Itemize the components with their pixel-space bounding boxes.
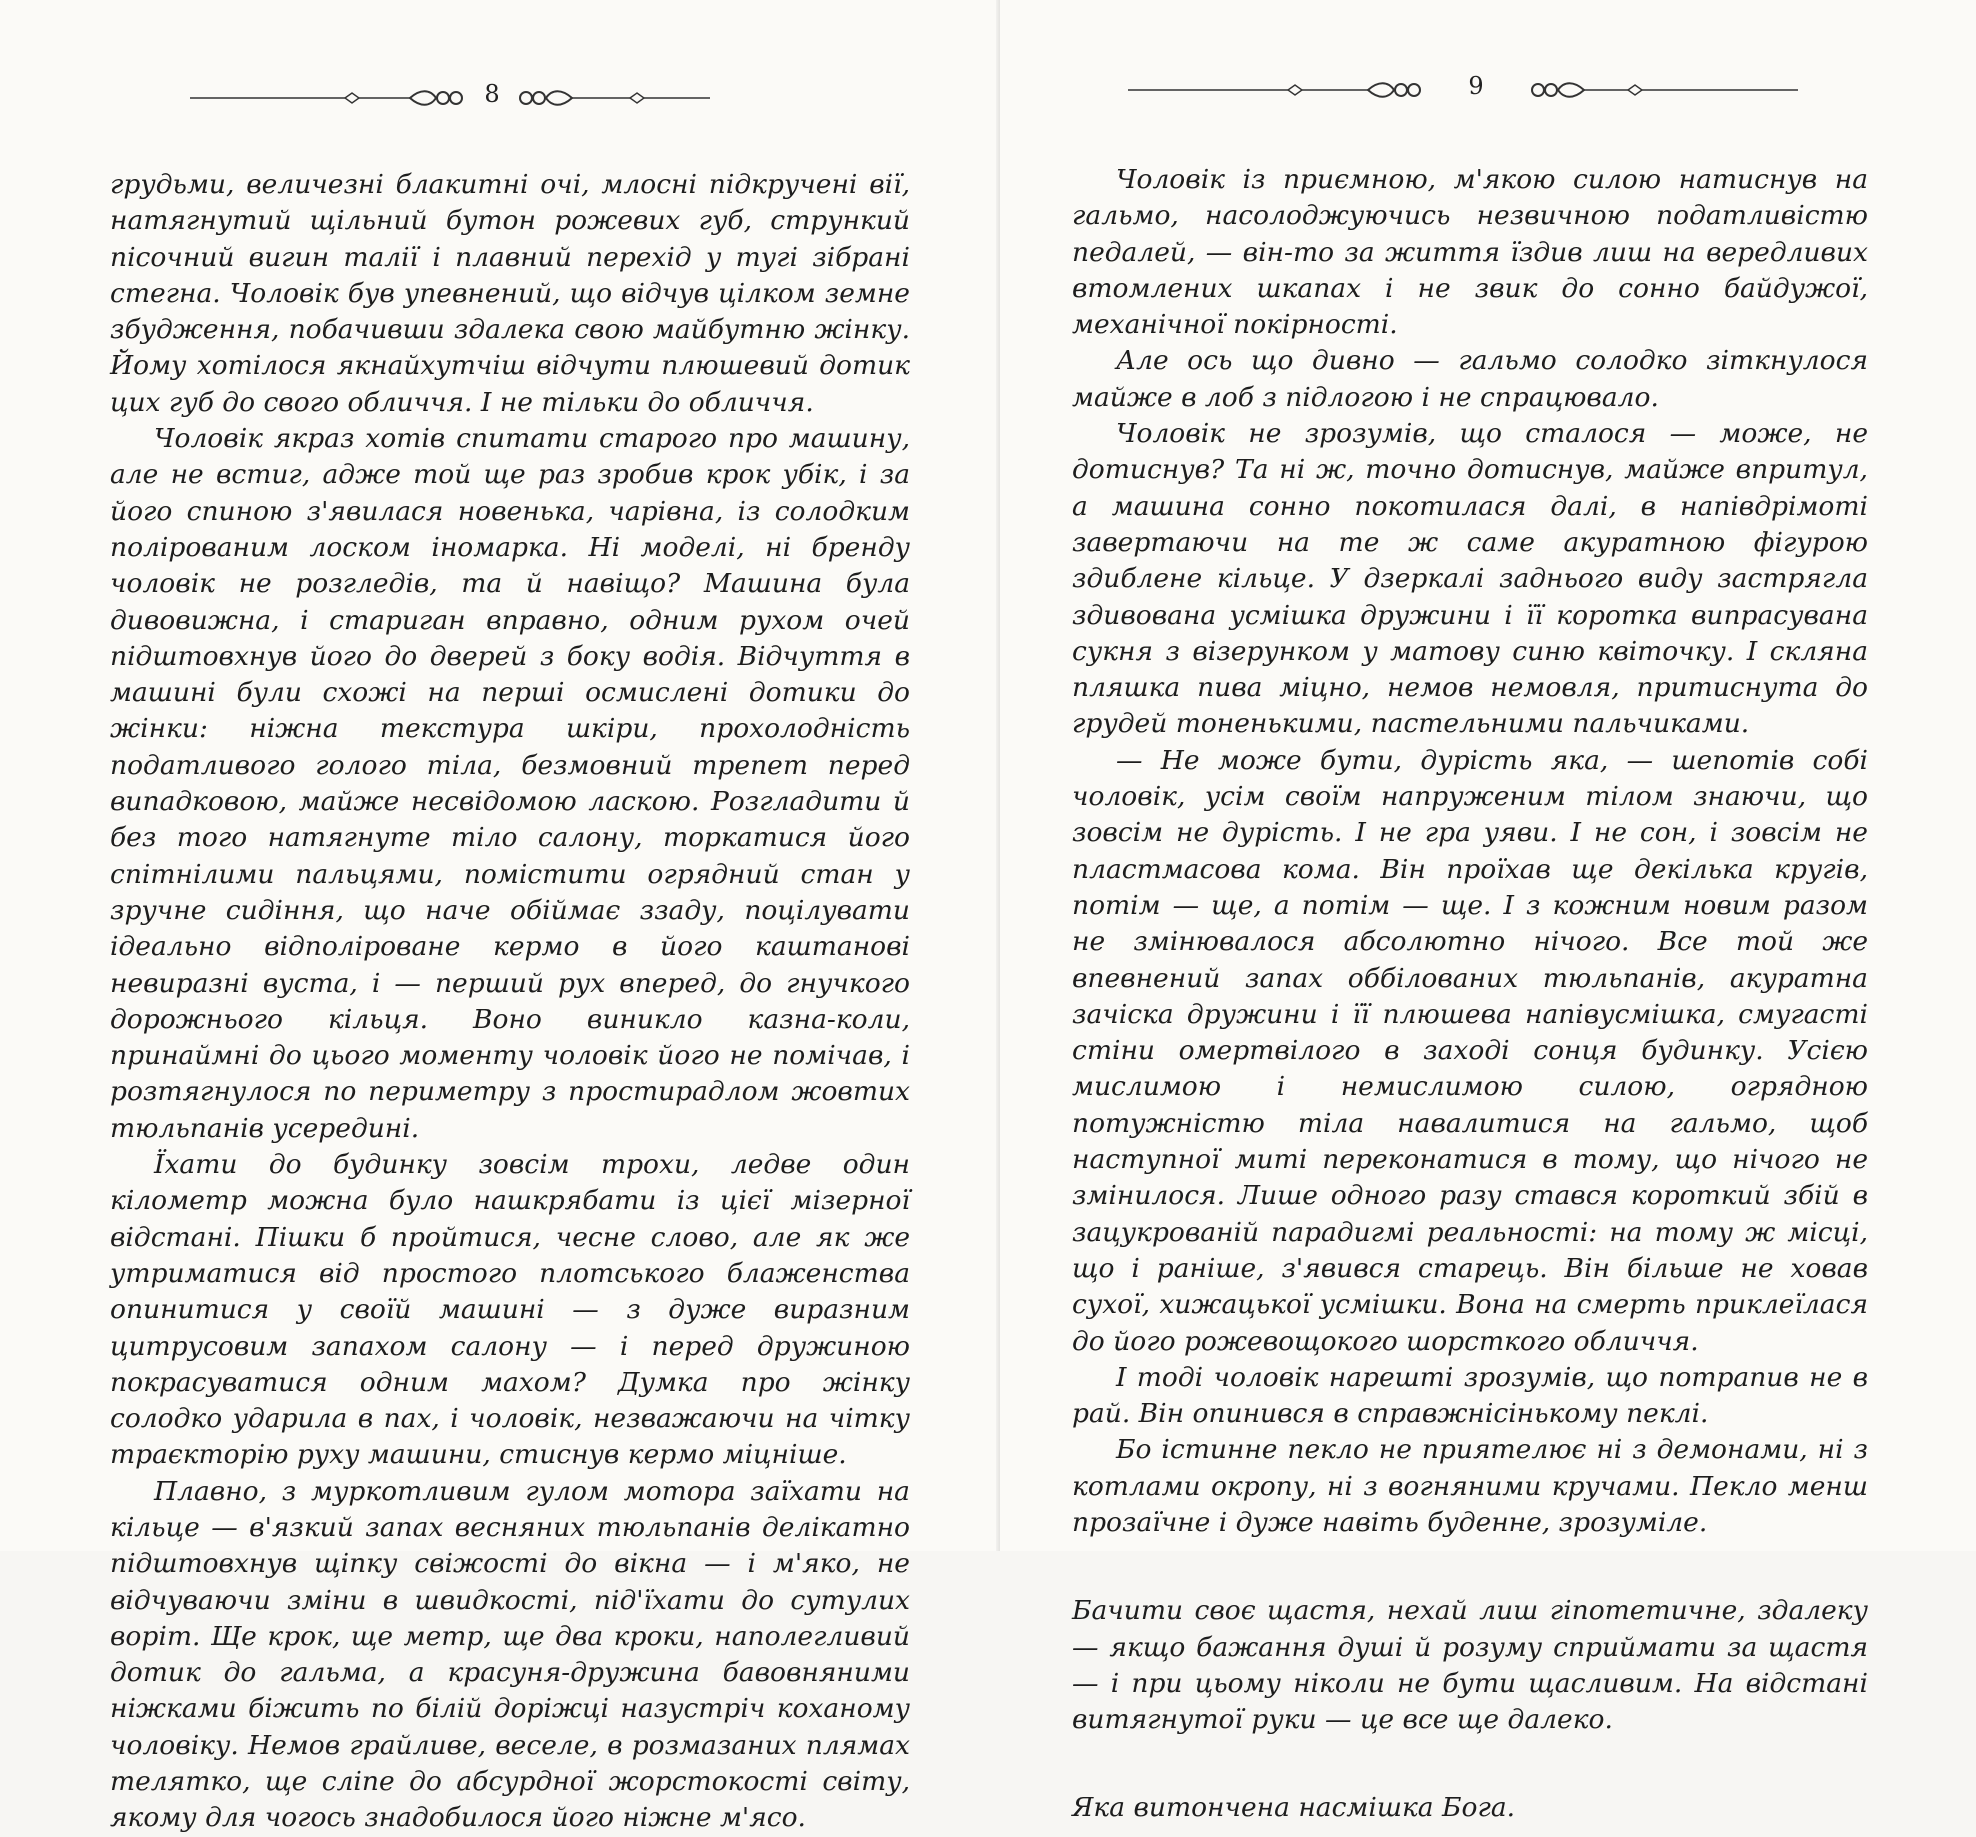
page-body-text bbox=[110, 167, 910, 1837]
paragraph: Плавно, з муркотливим гулом мотора заїхати на кільце — в'язкий запах весняних тюльпанів делікатно підштовхнув щіпку свіжості до вікна — і м'яко, не відчуваючи зміни в швидкості, під'їхати до сутулих воріт. Ще крок, ще метр, ще два кроки, наполегливий дотик до гальма, а красуня-дружина бавовняними ніжками біжить по білій доріжці назустріч коханому чоловіку. Немов грайливе, веселе, в розмазаних плямах телятко, ще сліпе до абсурдної жорстокості світу, якому для чогось знадобилося його ніжне м'ясо. bbox=[110, 1475, 910, 1834]
paragraph: І тоді чоловік нарешті зрозумів, що потрапив не в рай. Він опинився в справжнісінькому пеклі. bbox=[1072, 1361, 1868, 1430]
paragraph: Чоловік якраз хотів спитати старого про машину, але не встиг, адже той ще раз зробив крок убік, і за його спиною з'явилася новенька, чарівна, із солодким полірованим лоском іномарка. Ні моделі, ні бренду чоловік не розгледів, та й навіщо? Машина була дивовижна, і стариган вправно, одним рухом очей підштовхнув його до дверей з боку водія. Відчуття в машині були схожі на перші осмислені дотики до жінки: ніжна текстура шкіри, прохолодність податливого голого тіла, безмовний трепет перед випадковою, майже несвідомою ласкою. Розгладити й без того натягнуте тіло салону, торкатися його спітнілими пальцями, помістити огрядний стан у зручне сидіння, що наче обіймає ззаду, поцілувати ідеально відполіроване кермо в його каштанові невиразні вуста, і — перший рух вперед, до гнучкого дорожнього кільця. Воно виникло казна-коли, принаймні до цього моменту чоловік його не помічав, і розтягнулося по периметру з простирадлом жовтих тюльпанів усередині. bbox=[110, 423, 910, 1144]
paragraph: Чоловік із приємною, м'якою силою натиснув на гальмо, насолоджуючись незвичною податливістю педалей, — він-то за життя їздив лиш на вередливих втомлених шкапах і не звик до сонно байдужої, механічної покірності. bbox=[1072, 164, 1868, 341]
page-header-ornament bbox=[1128, 70, 1808, 120]
paragraph: — Не може бути, дурість яка, — шепотів собі чоловік, усім своїм напруженим тілом знаючи, що зовсім не дурість. І не гра уяви. І не сон, і зовсім не пластмасова кома. Він проїхав ще декілька кругів, потім — ще, а потім — ще. І з кожним новим разом не змінювалося абсолютно нічого. Все той же впевнений запах оббілованих тюльпанів, акуратна зачіска дружини і її плюшева напівусмішка, смугасті стіни омертвілого в заході сонця будинку. Усією мислимою і немислимою силою, огрядною потужністю тіла навалитися на гальмо, щоб наступної миті переконатися в тому, що нічого не змінилося. Лише одного разу стався короткий збій в зацукрованій парадигмі реальності: на тому ж місці, що і раніше, з'явився старець. Він більше не ховав сухої, хижацької усмішки. Вона на смерть приклеїлася до його рожевощокого шорсткого обличчя. bbox=[1072, 744, 1868, 1357]
closing-line: Яка витончена насмішка Бога. bbox=[1072, 1792, 1516, 1824]
paragraph: Бо істинне пекло не приятелює ні з демонами, ні з котлами окропу, ні з вогняними кручами. Пекло менш прозаїчне і дуже навіть буденне, зрозуміле. bbox=[1072, 1434, 1868, 1538]
page-body-text bbox=[1072, 162, 1868, 1827]
right-page bbox=[1000, 0, 1976, 1824]
page-number: 9 bbox=[1468, 72, 1484, 100]
section-gap bbox=[1072, 1738, 1868, 1790]
paragraph: грудьми, величезні блакитні очі, млосні підкручені вії, натягнутий щільний бутон рожевих губ, стрункий пісочний вигин талії і плавний перехід у тугі зібрані стегна. Чоловік був упевнений, що відчув цілком земне збудження, побачивши здалека свою майбутню жінку. Йому хотілося якнайхутчіш відчути плюшевий дотик цих губ до свого обличчя. І не тільки до обличчя. bbox=[110, 169, 910, 418]
ornament-divider-icon bbox=[180, 70, 740, 120]
epilogue-paragraph: Бачити своє щастя, нехай лиш гіпотетичне, здалеку — якщо бажання душі й розуму сприймати за щастя — і при цьому ніколи не бути щасливим. На відстані витягнутої руки — це все ще далеко. bbox=[1072, 1595, 1868, 1736]
paragraph: Чоловік не зрозумів, що сталося — може, не дотиснув? Та ні ж, точно дотиснув, майже впритул, а машина сонно покотилася далі, в напівдрімоті завертаючи на те ж саме акуратною фігурою здиблене кільце. У дзеркалі заднього виду застрягла здивована усмішка дружини і її коротка випрасувана сукня з візерунком у матову синю квіточку. І скляна пляшка пива міцно, немов немовля, притиснута до грудей тоненькими, пастельними пальчиками. bbox=[1072, 418, 1868, 740]
section-gap bbox=[1072, 1541, 1868, 1593]
page-header-ornament bbox=[180, 70, 740, 120]
paragraph: Їхати до будинку зовсім трохи, ледве один кілометр можна було нашкрябати із цієї мізерної відстані. Пішки б пройтися, чесне слово, але як же утриматися від простого плотського блаженства опинитися у своїй машині — з дуже виразним цитрусовим запахом салону — і перед дружиною покрасуватися одним махом? Думка про жінку солодко ударила в пах, і чоловік, незважаючи на чітку траєкторію руху машини, стиснув кермо міцніше. bbox=[110, 1149, 910, 1471]
paragraph: Але ось що дивно — гальмо солодко зіткнулося майже в лоб з підлогою і не спрацювало. bbox=[1072, 345, 1868, 413]
page-number: 8 bbox=[484, 80, 500, 108]
